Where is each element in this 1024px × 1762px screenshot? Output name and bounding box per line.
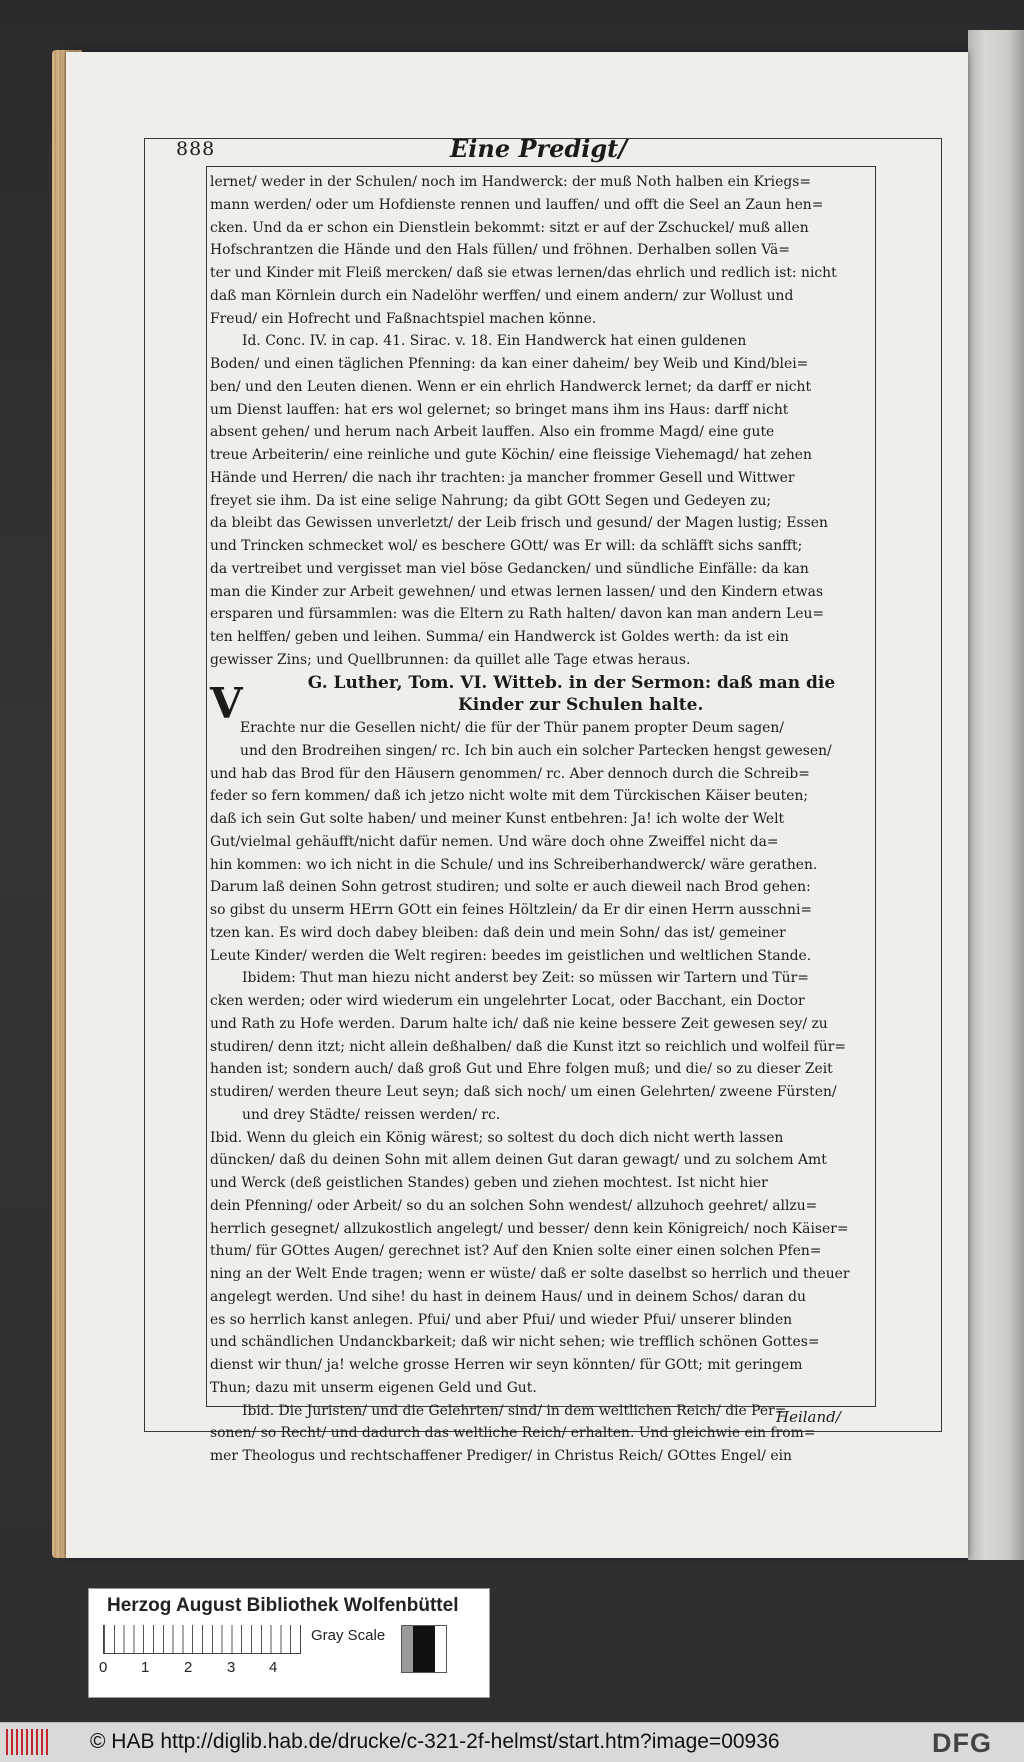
text-line: es so herrlich kanst anlegen. Pfui/ und aber Pfui/ und wieder Pfui/ unserer blinden [210,1311,793,1328]
text-line: und schändlichen Undanckbarkeit; daß wir nicht sehen; wie trefflich schönen Gottes= [210,1334,820,1351]
text-line: feder so fern kommen/ daß ich jetzo nicht wolte mit dem Türckischen Käiser beuten; [210,788,809,805]
dfg-logo: DFG [932,1728,992,1758]
gray-scale-swatch [401,1625,447,1673]
text-line: lernet/ weder in der Schulen/ noch im Handwerck: der muß Noth halben ein Kriegs= [210,174,811,190]
text-line: freyet sie ihm. Da ist eine selige Nahrung; da gibt GOtt Segen und Gedeyen zu; [210,492,772,509]
text-line: so gibst du unserm HErrn GOtt ein feines Höltzlein/ da Er dir einen Herrn ausschni= [210,902,813,918]
header-rule [206,166,876,167]
text-line: Leute Kinder/ werden die Welt regiren: beedes im geistlichen und weltlichen Stande. [210,947,812,964]
scale-number: 2 [184,1659,193,1676]
text-line: Id. Conc. IV. in cap. 41. Sirac. v. 18. Ein Handwerck hat einen guldenen [242,333,747,350]
text-line: studiren/ denn itzt; nicht allein deßhalben/ daß die Kunst itzt so reichlich und wolfeil für= [210,1038,847,1055]
text-line: und hab das Brod für den Häusern genommen/ rc. Aber dennoch durch die Schreib= [210,765,810,782]
text-line: tzen kan. Es wird doch dabey bleiben: daß dein und mein Sohn/ das ist/ gemeiner [210,924,786,941]
footer-credit-link[interactable]: © HAB http://diglib.hab.de/drucke/c-321-2f-helmst/start.htm?image=00936 [90,1730,780,1753]
page-number: 888 [176,138,216,160]
text-line: und den Brodreihen singen/ rc. Ich bin auch ein solcher Partecken hengst gewesen/ [240,742,832,759]
text-line: thum/ für GOttes Augen/ gerechnet ist? Auf den Knien solte einer einen solchen Pfen= [210,1243,822,1260]
library-label [88,1588,490,1698]
text-line: und Werck (deß geistlichen Standes) geben und ziehen mochtest. Ist nicht hier [210,1175,768,1191]
text-line: mer Theologus und rechtschaffener Prediger/ in Christus Reich/ GOttes Engel/ ein [210,1448,792,1464]
text-line: ben/ und den Leuten dienen. Wenn er ein ehrlich Handwerck lernet; da darff er nicht [210,378,812,395]
text-line: treue Arbeiterin/ eine reinliche und gute Köchin/ eine fleissige Viehemagd/ hat zehen [210,447,812,463]
scale-number: 1 [141,1659,150,1676]
text-line: Hände und Herren/ die nach ihr trachten: ja mancher frommer Gesell und Wittwer [210,469,795,486]
library-name: Herzog August Bibliothek Wolfenbüttel [107,1595,459,1616]
text-line: Thun; dazu mit unserm eigenen Geld und Gut. [210,1379,537,1396]
scale-ruler [103,1625,301,1654]
text-line: cken. Und da er schon ein Dienstlein bekommt: sitzt er auf der Zschuckel/ muß allen [210,219,809,236]
scale-number: 3 [227,1659,236,1676]
text-line: Kinder zur Schulen halte. [458,695,704,716]
text-line: und Rath zu Hofe werden. Darum halte ich/ daß nie keine bessere Zeit gewesen sey/ zu [210,1015,828,1032]
text-line: ning an der Welt Ende tragen; wenn er wüste/ daß er solte daselbst so herrlich und theuer [210,1266,850,1282]
hab-logo-icon [6,1729,48,1755]
text-line: Darum laß deinen Sohn getrost studiren; und solte er auch dieweil nach Brod gehen: [210,879,811,896]
text-line: Ibidem: Thut man hiezu nicht anderst bey Zeit: so müssen wir Tartern und Tür= [242,970,809,987]
drop-cap: V [210,679,243,728]
next-page-edge [968,30,1024,1560]
text-line: hin kommen: wo ich nicht in die Schule/ und ins Schreiberhandwerck/ wäre gerathen. [210,856,818,873]
text-line: Ibid. Die Juristen/ und die Gelehrten/ sind/ in dem weltlichen Reich/ die Per= [242,1402,787,1419]
text-line: Gut/vielmal gehäufft/nicht dafür nemen. Und wäre doch ohne Zweiffel nicht da= [210,833,779,850]
scale-number: 4 [269,1659,278,1676]
text-line: ten helffen/ geben und leihen. Summa/ ein Handwerck ist Goldes werth: da ist ein [210,629,789,645]
text-line: mann werden/ oder um Hofdienste rennen und lauffen/ und offt die Seel an Zaun hen= [210,196,824,213]
text-line: G. Luther, Tom. VI. Witteb. in der Sermon: daß man die [307,672,836,693]
text-line: und drey Städte/ reissen werden/ rc. [242,1106,501,1123]
text-line: studiren/ werden theure Leut seyn; daß sich noch/ um einen Gelehrten/ zweene Fürsten/ [210,1084,837,1100]
text-line: Ibid. Wenn du gleich ein König wärest; so soltest du doch dich nicht werth lassen [210,1129,784,1146]
scale-number: 0 [99,1659,108,1676]
text-line: herrlich gesegnet/ allzukostlich angelegt/ und besser/ denn kein Königreich/ noch Käiser= [210,1220,849,1237]
footer-bar [0,1722,1024,1762]
text-line: und Trincken schmecket wol/ es beschere GOtt/ was Er will: da schläfft sichs sanfft; [210,538,803,554]
text-line: dein Pfenning/ oder Arbeit/ so du an solchen Sohn wendest/ allzuhoch geehret/ allzu= [210,1197,818,1214]
text-line: Erachte nur die Gesellen nicht/ die für der Thür panem propter Deum sagen/ [240,720,784,736]
text-line: um Dienst lauffen: hat ers wol gelernet; so bringet mans ihm ins Haus: darff nicht [210,401,789,418]
running-title: Eine Predigt/ [450,134,627,163]
text-line: Boden/ und einen täglichen Pfenning: da kan einer daheim/ bey Weib und Kind/blei= [210,356,809,372]
text-line: ersparen und fürsammlen: was die Eltern zu Rath halten/ davon kan man andern Leu= [210,606,825,623]
text-line: düncken/ daß du deinen Sohn mit allem deinen Gut daran gewagt/ und zu solchem Amt [210,1152,827,1169]
text-line: Hofschrantzen die Hände und den Hals füllen/ und fröhnen. Derhalben sollen Vä= [210,242,790,259]
text-line: man die Kinder zur Arbeit gewehnen/ und etwas lernen lassen/ und den Kindern etwas [210,583,824,600]
text-line: da vertreibet und vergisset man viel böse Gedancken/ und sündliche Einfälle: da kan [210,560,809,577]
text-line: angelegt werden. Und sihe! du hast in deinem Haus/ und in deinem Schos/ daran du [210,1288,806,1305]
text-line: absent gehen/ und herum nach Arbeit lauffen. Also ein fromme Magd/ eine gute [210,424,775,441]
text-line: Freud/ ein Hofrecht und Faßnachtspiel machen könne. [210,310,597,327]
text-line: sonen/ so Recht/ und dadurch das weltliche Reich/ erhalten. Und gleichwie ein from= [210,1425,816,1442]
text-line: handen ist; sondern auch/ daß groß Gut und Ehre folgen muß; und die/ so zu dieser Zeit [210,1061,833,1078]
text-line: daß ich sein Gut solte haben/ und meiner Kunst entbehren: Ja! ich wolte der Welt [210,811,785,827]
text-line: da bleibt das Gewissen unverletzt/ der Leib frisch und gesund/ der Magen lustig; Essen [210,515,828,532]
text-line: daß man Körnlein durch ein Nadelöhr werffen/ und einem andern/ zur Wollust und [210,287,794,304]
catchword: Heiland/ [776,1408,841,1426]
body-text [210,171,873,1468]
text-line: ter und Kinder mit Fleiß mercken/ daß sie etwas lernen/das ehrlich und redlich ist: nicht [210,265,837,281]
text-line: cken werden; oder wird wiederum ein ungelehrter Locat, oder Bacchant, ein Doctor [210,993,805,1009]
text-line: gewisser Zins; und Quellbrunnen: da quillet alle Tage etwas heraus. [210,651,691,668]
text-line: dienst wir thun/ ja! welche grosse Herren wir seyn könnten/ für GOtt; mit geringem [210,1357,803,1373]
gray-scale-label: Gray Scale [311,1627,386,1644]
